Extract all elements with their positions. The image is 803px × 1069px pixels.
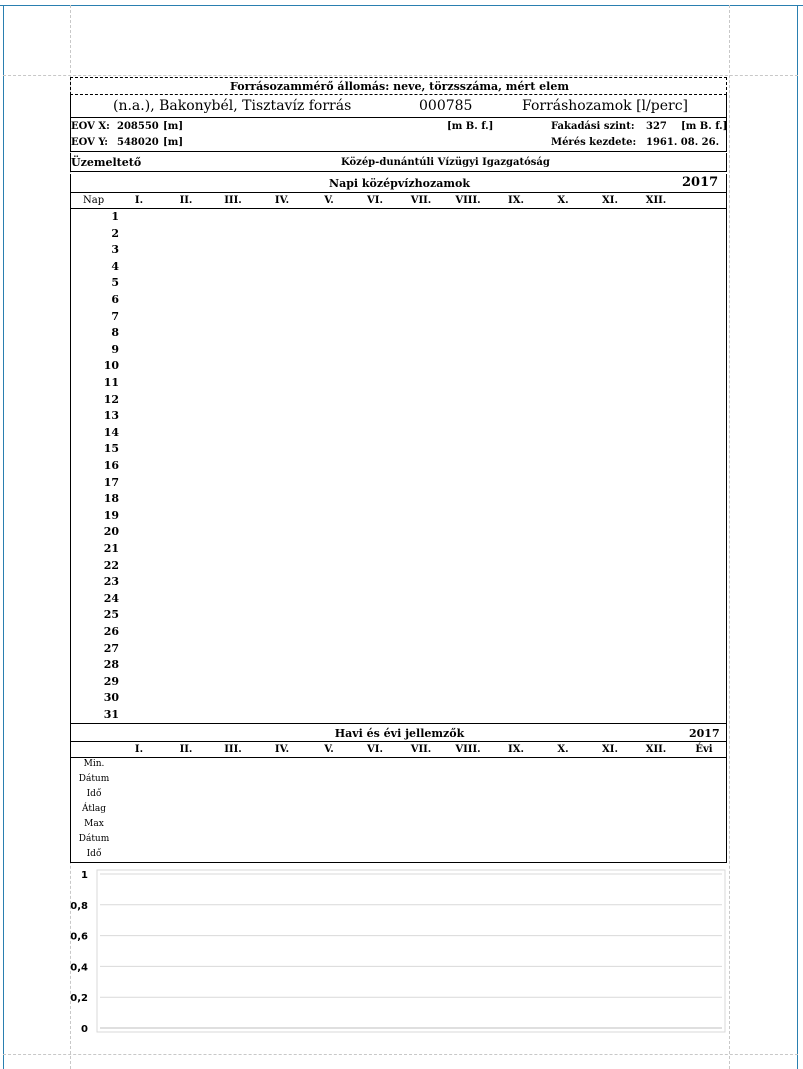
- chart-y-tick-label-6: 0: [81, 1024, 88, 1035]
- monthly-row-label-4: Átlag: [82, 804, 106, 814]
- day-number-2: 2: [111, 226, 119, 240]
- eov-x-value: 208550: [117, 121, 159, 132]
- chart-y-tick-label-5: 0,2: [70, 993, 88, 1005]
- day-number-10: 10: [103, 359, 119, 373]
- day-number-31: 31: [103, 708, 119, 721]
- month-header-12: XII.: [645, 195, 667, 206]
- monthly-title-row: [70, 724, 727, 742]
- monthly-title: Havi és évi jellemzők: [334, 727, 465, 740]
- chart-y-tick-label-2: 0,8: [70, 900, 88, 912]
- day-number-24: 24: [103, 591, 119, 605]
- page-top-edge: [0, 5, 803, 6]
- day-number-29: 29: [103, 674, 119, 688]
- day-number-25: 25: [103, 608, 119, 622]
- daily-table-body: [70, 209, 727, 724]
- station-code: 000785: [419, 98, 473, 114]
- day-number-12: 12: [103, 392, 119, 406]
- day-number-9: 9: [111, 342, 119, 356]
- day-number-26: 26: [103, 625, 119, 638]
- monthly-column-12: XII.: [645, 744, 667, 755]
- monthly-header-row: [70, 742, 727, 758]
- eov-y-unit: [m]: [163, 137, 184, 148]
- month-header-6: VI.: [367, 195, 383, 206]
- day-number-21: 21: [103, 542, 119, 555]
- monthly-row-label-3: Idő: [86, 789, 102, 799]
- daily-year: 2017: [682, 175, 719, 190]
- month-header-3: III.: [224, 195, 242, 206]
- operator-label: Üzemeltető: [71, 156, 142, 169]
- monthly-column-2: II.: [179, 744, 193, 755]
- month-header-4: IV.: [274, 195, 290, 206]
- monthly-column-3: III.: [224, 744, 242, 755]
- spring-level-label: Fakadási szint:: [551, 121, 635, 132]
- monthly-column-4: IV.: [274, 744, 290, 755]
- day-number-23: 23: [103, 575, 119, 589]
- monthly-row-label-6: Dátum: [78, 834, 110, 844]
- report-sheet: [70, 77, 727, 863]
- monthly-column-10: X.: [557, 744, 569, 755]
- day-number-11: 11: [103, 376, 119, 389]
- month-header-9: IX.: [508, 195, 524, 206]
- eov-x-label: EOV X:: [71, 121, 110, 132]
- day-number-16: 16: [103, 459, 119, 472]
- monthly-column-5: V.: [324, 744, 334, 755]
- daily-title: Napi középvízhozamok: [329, 177, 470, 190]
- eov-y-row: [70, 135, 727, 152]
- day-number-27: 27: [103, 641, 119, 655]
- chart-y-tick-label-4: 0,4: [70, 962, 88, 974]
- start-label: Mérés kezdete:: [551, 137, 637, 148]
- monthly-column-13: Évi: [695, 744, 713, 755]
- monthly-column-8: VIII.: [455, 744, 481, 755]
- month-header-1: I.: [134, 195, 144, 206]
- station-name: (n.a.), Bakonybél, Tisztavíz forrás: [113, 98, 352, 114]
- monthly-table-body: [70, 758, 727, 863]
- monthly-column-11: XI.: [602, 744, 618, 755]
- page-left-edge: [3, 5, 4, 1069]
- mbf-unit: [m B. f.]: [447, 121, 494, 132]
- chart-canvas: [70, 868, 730, 1036]
- day-number-28: 28: [103, 658, 119, 672]
- day-number-30: 30: [103, 691, 119, 705]
- day-column-header: Nap: [83, 195, 105, 206]
- month-header-11: XI.: [602, 195, 618, 206]
- daily-header-row: [70, 193, 727, 209]
- month-header-7: VII.: [410, 195, 432, 206]
- day-number-17: 17: [103, 475, 119, 489]
- month-header-5: V.: [324, 195, 334, 206]
- chart-y-tick-label-1: 1: [81, 870, 88, 881]
- measured-element: Forráshozamok [l/perc]: [522, 98, 688, 114]
- spring-level-unit: [m B. f.]: [681, 121, 728, 132]
- operator-row: [70, 153, 727, 172]
- station-row: [70, 95, 727, 118]
- page-margin-guide-top: [3, 75, 798, 76]
- monthly-year: 2017: [689, 727, 720, 740]
- day-number-6: 6: [111, 293, 119, 306]
- start-value: 1961. 08. 26.: [646, 137, 720, 148]
- monthly-row-label-2: Dátum: [78, 774, 110, 784]
- page-margin-guide-bottom: [3, 1054, 798, 1055]
- day-number-4: 4: [111, 259, 119, 273]
- day-number-20: 20: [103, 525, 119, 539]
- discharge-chart: [70, 868, 730, 1036]
- day-number-13: 13: [103, 409, 119, 423]
- form-title-row: [70, 77, 727, 95]
- day-number-7: 7: [111, 309, 119, 323]
- day-number-22: 22: [103, 558, 119, 572]
- monthly-column-9: IX.: [508, 744, 524, 755]
- chart-y-tick-label-3: 0,6: [70, 931, 88, 943]
- eov-x-unit: [m]: [163, 121, 184, 132]
- eov-x-row: [70, 118, 727, 135]
- day-number-5: 5: [111, 276, 119, 290]
- day-number-19: 19: [103, 508, 119, 522]
- month-header-10: X.: [557, 195, 569, 206]
- day-number-18: 18: [103, 492, 119, 506]
- monthly-row-label-1: Min.: [83, 759, 105, 769]
- day-number-1: 1: [111, 210, 119, 223]
- month-header-2: II.: [179, 195, 193, 206]
- eov-y-label: EOV Y:: [71, 137, 108, 148]
- operator-value: Közép-dunántúli Vízügyi Igazgatóság: [341, 157, 550, 168]
- spring-level-value: 327: [646, 121, 667, 132]
- daily-title-row: [70, 174, 727, 193]
- monthly-column-1: I.: [134, 744, 144, 755]
- chart-frame: [97, 870, 725, 1032]
- page-right-edge: [797, 5, 798, 1069]
- monthly-column-6: VI.: [367, 744, 383, 755]
- monthly-row-label-5: Max: [84, 819, 104, 829]
- day-number-8: 8: [111, 326, 119, 340]
- day-number-3: 3: [111, 243, 119, 257]
- form-title: Forrásozammérő állomás: neve, törzsszáma, mért elem: [230, 80, 569, 93]
- day-number-15: 15: [103, 442, 119, 456]
- day-number-14: 14: [103, 425, 119, 439]
- eov-y-value: 548020: [117, 137, 159, 148]
- month-header-8: VIII.: [455, 195, 481, 206]
- monthly-column-7: VII.: [410, 744, 432, 755]
- monthly-row-label-7: Idő: [86, 849, 102, 859]
